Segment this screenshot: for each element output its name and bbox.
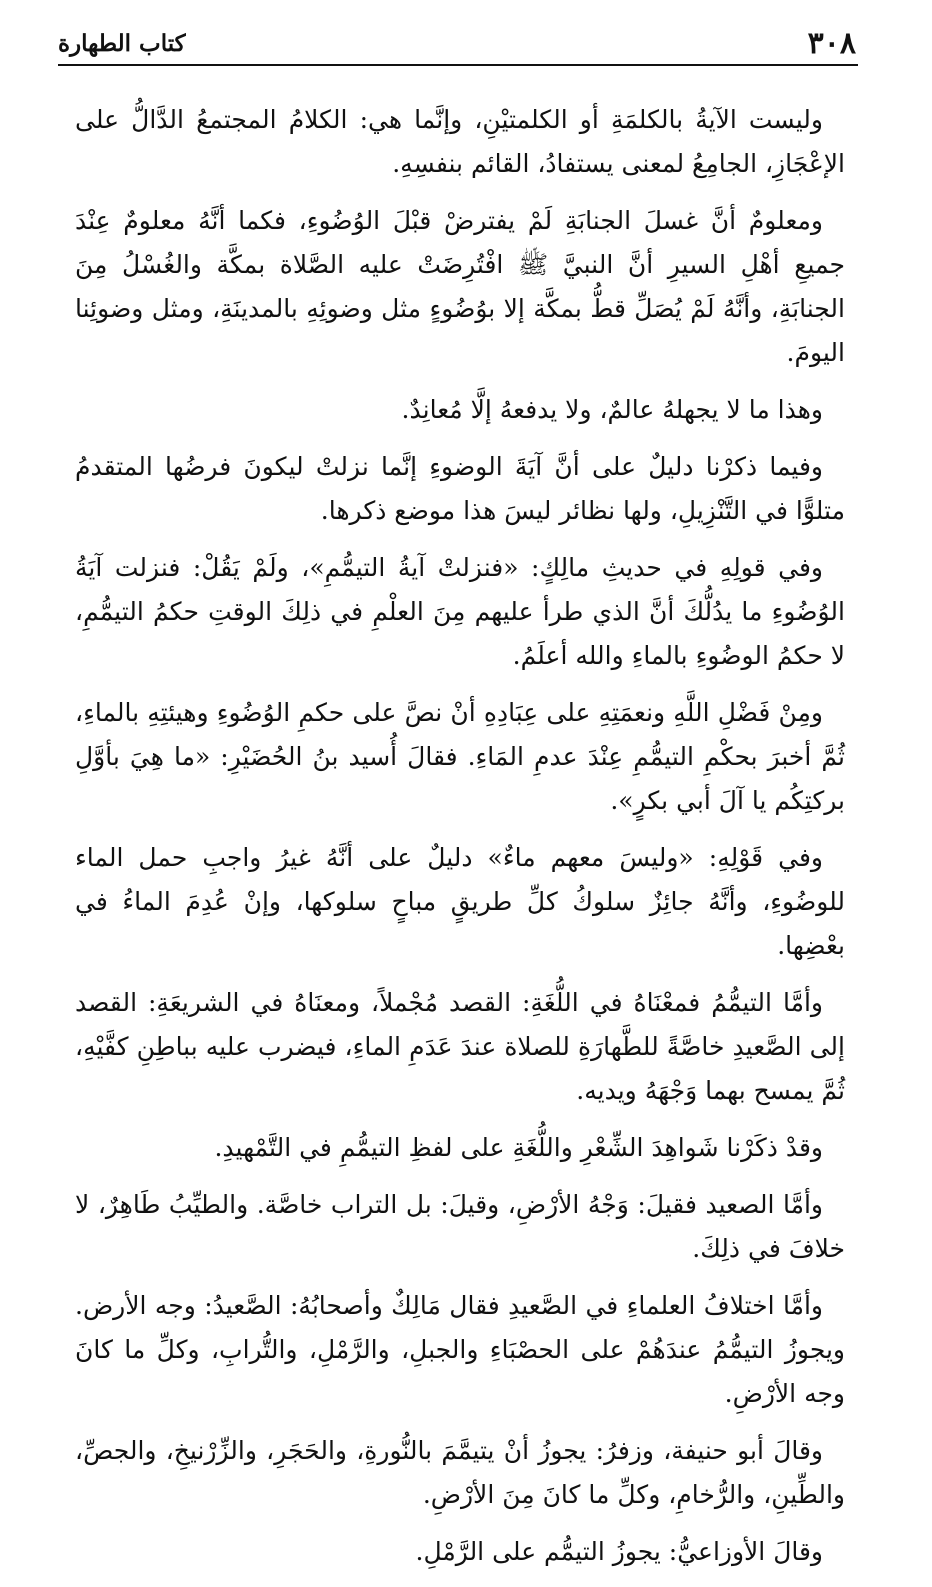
- running-title: كتاب الطهارة: [58, 30, 186, 57]
- page-body: [75, 98, 845, 1587]
- paragraph: ومِنْ فَضْلِ اللَّهِ ونعمَتِهِ على عِبَادِهِ أنْ نصَّ على حكمِ الوُضُوءِ وهيئتِهِ بالماءِ، ثُمَّ أخبرَ بحكْمِ التيمُّمِ عِنْدَ عدمِ المَاءِ. فقالَ أُسيد بنُ الحُضَيْرِ: «ما هِيَ بأوَّلِ بركتِكُم يا آلَ أبي بكرٍ».: [75, 698, 845, 815]
- paragraph: وأمَّا الصعيد فقيلَ: وَجْهُ الأرْضِ، وقيلَ: بل التراب خاصَّة. والطيِّبُ طَاهِرٌ، لا خلافَ في ذلِكَ.: [75, 1190, 845, 1263]
- paragraph: وفيما ذكرْنا دليلٌ على أنَّ آيَةَ الوضوءِ إنَّما نزلتْ ليكونَ فرضُها المتقدمُ متلوًّا في التَّنْزِيلِ، ولها نظائر ليسَ هذا موضع ذكرها.: [75, 452, 845, 525]
- header-rule: [58, 64, 858, 66]
- paragraph: وقالَ الأوزاعيُّ: يجوزُ التيمُّم على الرَّمْلِ.: [415, 1537, 823, 1566]
- paragraph: وفي قولِهِ في حديثِ مالِكٍ: «فنزلتْ آيةُ التيمُّمِ»، ولَمْ يَقُلْ: فنزلت آيَةُ الوُضُوءِ ما يدُلُّكَ أنَّ الذي طرأ عليهم مِنَ العلْمِ في ذلِكَ الوقتِ حكمُ التيمُّمِ، لا حكمُ الوضُوءِ بالماءِ والله أعلَمُ.: [75, 553, 845, 670]
- page-header: [58, 20, 858, 70]
- paragraph: وليست الآيةُ بالكلمَةِ أو الكلمتيْنِ، وإنَّما هي: الكلامُ المجتمعُ الدَّالُّ على الإعْجَازِ، الجامِعُ لمعنى يستفادُ، القائم بنفسِهِ.: [75, 105, 845, 178]
- paragraph: وقالَ أبو حنيفة، وزفرُ: يجوزُ أنْ يتيمَّمَ بالنُّورةِ، والحَجَرِ، والزِّرْنيخِ، والجصِّ، والطِّينِ، والرُّخامِ، وكلِّ ما كانَ مِنَ الأرْضِ.: [75, 1436, 845, 1509]
- paragraph: وهذا ما لا يجهلهُ عالمٌ، ولا يدفعهُ إلَّا مُعانِدٌ.: [401, 395, 823, 424]
- page-number: ٣٠٨: [807, 26, 856, 61]
- paragraph: وقدْ ذكَرْنا شَواهِدَ الشِّعْرِ واللُّغَةِ على لفظِ التيمُّمِ في التَّمْهيدِ.: [214, 1133, 823, 1162]
- paragraph: وأمَّا التيمُّمُ فمعْنَاهُ في اللُّغَةِ: القصد مُجْملاً، ومعنَاهُ في الشريعَةِ: القصد إلى الصَّعيدِ خاصَّةً للطَّهارَةِ للصلاة عندَ عَدَمِ الماءِ، فيضرب عليه بباطِنِ كفَّيْهِ، ثُمَّ يمسح بهما وَجْهَهُ ويديه.: [75, 988, 845, 1105]
- paragraph: وأمَّا اختلافُ العلماءِ في الصَّعيدِ فقال مَالِكٌ وأصحابُهُ: الصَّعيدُ: وجه الأرض. ويجوزُ التيمُّمُ عندَهُمْ على الحصْبَاءِ والجبلِ، والرَّمْلِ، والتُّرابِ، وكلِّ ما كانَ وجه الأرْضِ.: [75, 1291, 845, 1408]
- paragraph: وفي قَوْلِهِ: «وليسَ معهم ماءٌ» دليلٌ على أنَّهُ غيرُ واجبِ حمل الماء للوضُوءِ، وأنَّهُ جائِزٌ سلوكُ كلِّ طريقٍ مباحٍ سلوكها، وإنْ عُدِمَ الماءُ في بعْضِها.: [75, 843, 845, 960]
- paragraph: ومعلومٌ أنَّ غسلَ الجنابَةِ لَمْ يفترضْ قبْلَ الوُضُوءِ، فكما أنَّهُ معلومٌ عِنْدَ جميعِ أهْلِ السيرِ أنَّ النبيَّ ﷺ افْتُرِضَتْ عليه الصَّلاة بمكَّة والغُسْلُ مِنَ الجنابَةِ، وأنَّهُ لَمْ يُصَلِّ قطُّ بمكَّة إلا بوُضُوءٍ مثل وضوئِهِ بالمدينَةِ، ومثل وضوئِنا اليومَ.: [75, 206, 845, 367]
